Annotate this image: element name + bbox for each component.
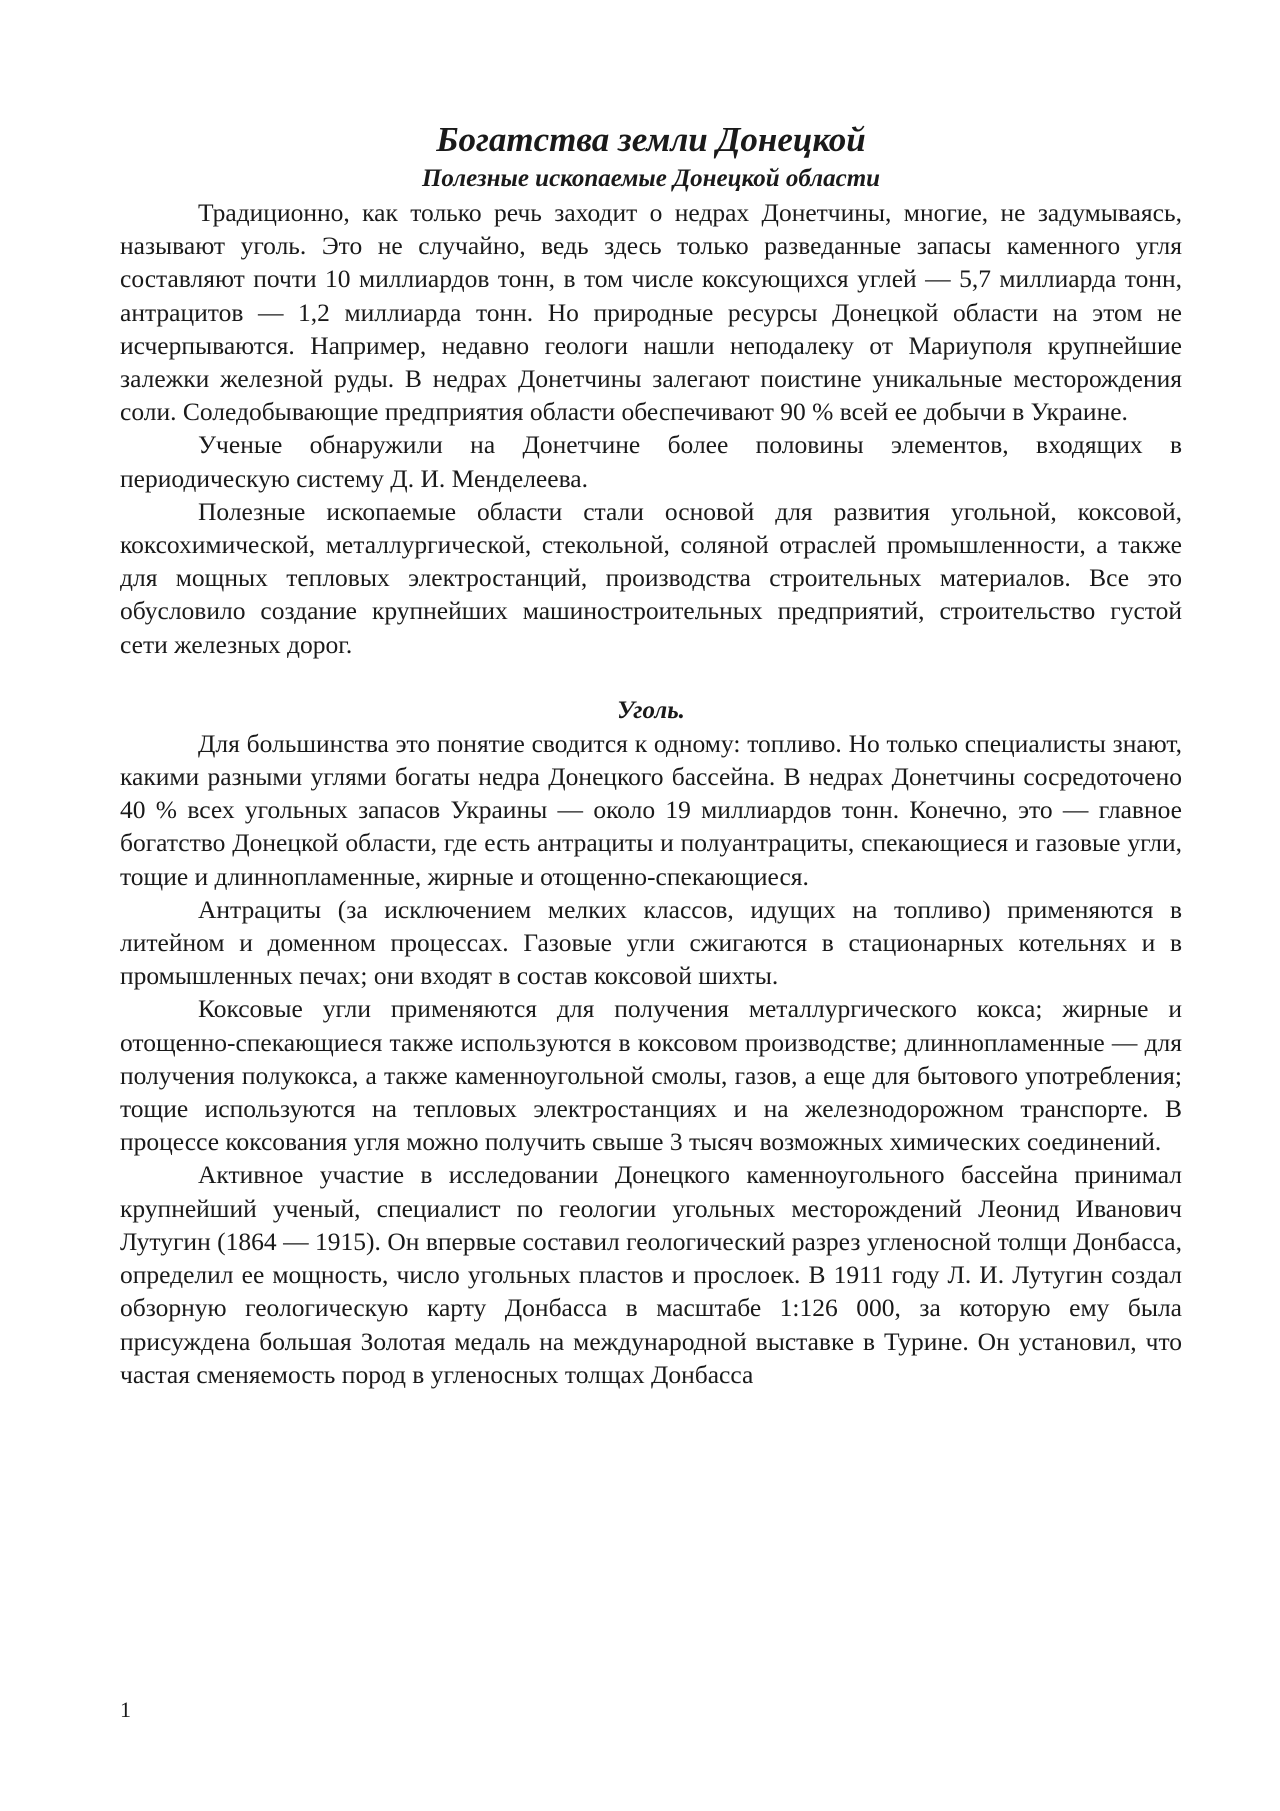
section-spacer [120, 661, 1182, 694]
paragraph-coal-1: Для большинства это понятие сводится к одному: топливо. Но только специалисты знают, какими разными углями богаты недра Донецкого бассейна. В недрах Донетчины сосредоточено 40 % всех угольных запасов Украины — около 19 миллиардов тонн. Конечно, это — главное богатство Донецкой области, где есть антрациты и полуантрациты, спекающиеся и газовые угли, тощие и длиннопламенные, жирные и отощенно-спекающиеся. [120, 728, 1182, 891]
paragraph-intro-3: Полезные ископаемые области стали основой для развития угольной, коксовой, коксохимической, металлургической, стекольной, соляной отраслей промышленности, а также для мощных тепловых электростанций, производства строительных материалов. Все это обусловило создание крупнейших машиностроительных предприятий, строительство густой сети железных дорог. [120, 496, 1182, 659]
document-page [120, 118, 1182, 1391]
paragraph-coal-4: Активное участие в исследовании Донецкого каменноугольного бассейна принимал крупнейший ученый, специалист по геологии угольных месторождений Леонид Иванович Лутугин (1864 — 1915). Он впервые составил геологический разрез угленосной толщи Донбасса, определил ее мощность, число угольных пластов и прослоек. В 1911 году Л. И. Лутугин создал обзорную геологическую карту Донбасса в масштабе 1:126 000, за которую ему была присуждена большая Золотая медаль на международной выставке в Турине. Он установил, что частая сменяемость пород в угленосных толщах Донбасса [120, 1160, 1182, 1389]
paragraph-intro-1: Традиционно, как только речь заходит о недрах Донетчины, многие, не задумываясь, называют уголь. Это не случайно, ведь здесь только разведанные запасы каменного угля составляют почти 10 миллиардов тонн, в том числе коксующихся углей — 5,7 миллиарда тонн, антрацитов — 1,2 миллиарда тонн. Но природные ресурсы Донецкой области на этом не исчерпываются. Например, недавно геологи нашли неподалеку от Мариуполя крупнейшие залежки железной руды. В недрах Донетчины залегают поистине уникальные месторождения соли. Соледобывающие предприятия области обеспечивают 90 % всей ее добычи в Украине. [120, 198, 1182, 427]
page-number: 1 [120, 1697, 131, 1722]
paragraph-coal-3: Коксовые угли применяются для получения металлургического кокса; жирные и отощенно-спекающиеся также используются в коксовом производстве; длиннопламенные — для получения полукокса, а также каменноугольной смолы, газов, а еще для бытового употребления; тощие используются на тепловых электростанциях и на железнодорожном транспорте. В процессе коксования угля можно получить свыше 3 тысяч возможных химических соединений. [120, 994, 1182, 1157]
section-heading-coal: Уголь. [617, 696, 685, 724]
document-title: Богатства земли Донецкой [436, 120, 866, 159]
paragraph-coal-2: Антрациты (за исключением мелких классов, идущих на топливо) применяются в литейном и доменном процессах. Газовые угли сжигаются в стационарных котельнях и в промышленных печах; они входят в состав коксовой шихты. [120, 894, 1182, 991]
document-subtitle: Полезные ископаемые Донецкой области [421, 165, 881, 192]
paragraph-intro-2: Ученые обнаружили на Донетчине более половины элементов, входящих в периодическую систему Д. И. Менделеева. [120, 430, 1182, 493]
